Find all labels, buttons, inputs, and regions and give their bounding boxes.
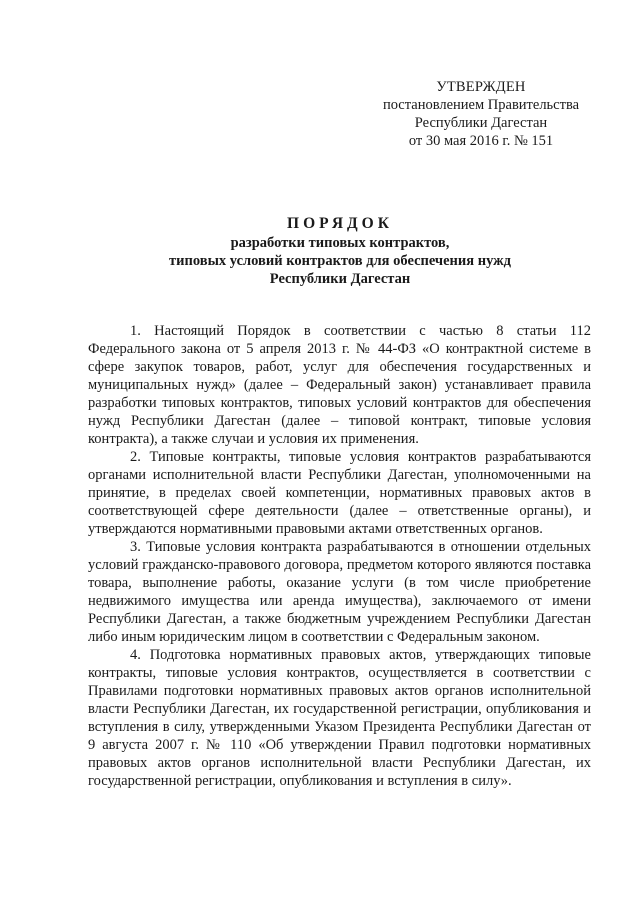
title-line-1: разработки типовых контрактов, (230, 235, 450, 251)
title-line-3: Республики Дагестан (269, 271, 411, 287)
approval-line-3: от 30 мая 2016 г. № 151 (408, 133, 554, 149)
approval-line-1: постановлением Правительства (382, 97, 580, 113)
title-line-2: типовых условий контрактов для обеспечения нужд (169, 253, 511, 269)
paragraph-3: 3. Типовые условия контракта разрабатываются в отношении отдельных условий гражданско-правового договора, предметом которого являются поставка товара, выполнение работы, оказание услуги (в том числе приобретение недвижимого имущества или аренда имущества), заключаемого от имени Республики Дагестан, а также бюджетным учреждением Республики Дагестан либо иным юридическим лицом в соответствии с Федеральным законом. (88, 539, 591, 645)
approval-line-2: Республики Дагестан (414, 115, 548, 131)
paragraph-2: 2. Типовые контракты, типовые условия контрактов разрабатываются органами исполнительной власти Республики Дагестан, уполномоченными на принятие, в пределах своей компетенции, нормативных правовых актов в соответствующей сфере деятельности (далее – ответственные органы), и утверждаются нормативными правовыми актами ответственных органов. (88, 449, 591, 537)
approval-heading: УТВЕРЖДЕН (436, 79, 526, 95)
approval-stamp (372, 78, 590, 150)
document-body (88, 322, 591, 790)
document-title (90, 214, 590, 288)
title-main: ПОРЯДОК (287, 215, 393, 232)
paragraph-1: 1. Настоящий Порядок в соответствии с частью 8 статьи 112 Федерального закона от 5 апреля 2013 г. № 44-ФЗ «О контрактной системе в сфере закупок товаров, работ, услуг для обеспечения государственных и муниципальных нужд» (далее – Федеральный закон) устанавливает правила разработки типовых контрактов, типовых условий контрактов для обеспечения нужд Республики Дагестан (далее – типовой контракт, типовые условия контракта), а также случаи и условия их применения. (88, 323, 591, 447)
paragraph-4: 4. Подготовка нормативных правовых актов, утверждающих типовые контракты, типовые условия контрактов, осуществляется в соответствии с Правилами подготовки нормативных правовых актов органов исполнительной власти Республики Дагестан, их государственной регистрации, опубликования и вступления в силу, утвержденными Указом Президента Республики Дагестан от 9 августа 2007 г. № 110 «Об утверждении Правил подготовки нормативных правовых актов органов исполнительной власти Республики Дагестан, их государственной регистрации, опубликования и вступления в силу». (88, 647, 591, 789)
